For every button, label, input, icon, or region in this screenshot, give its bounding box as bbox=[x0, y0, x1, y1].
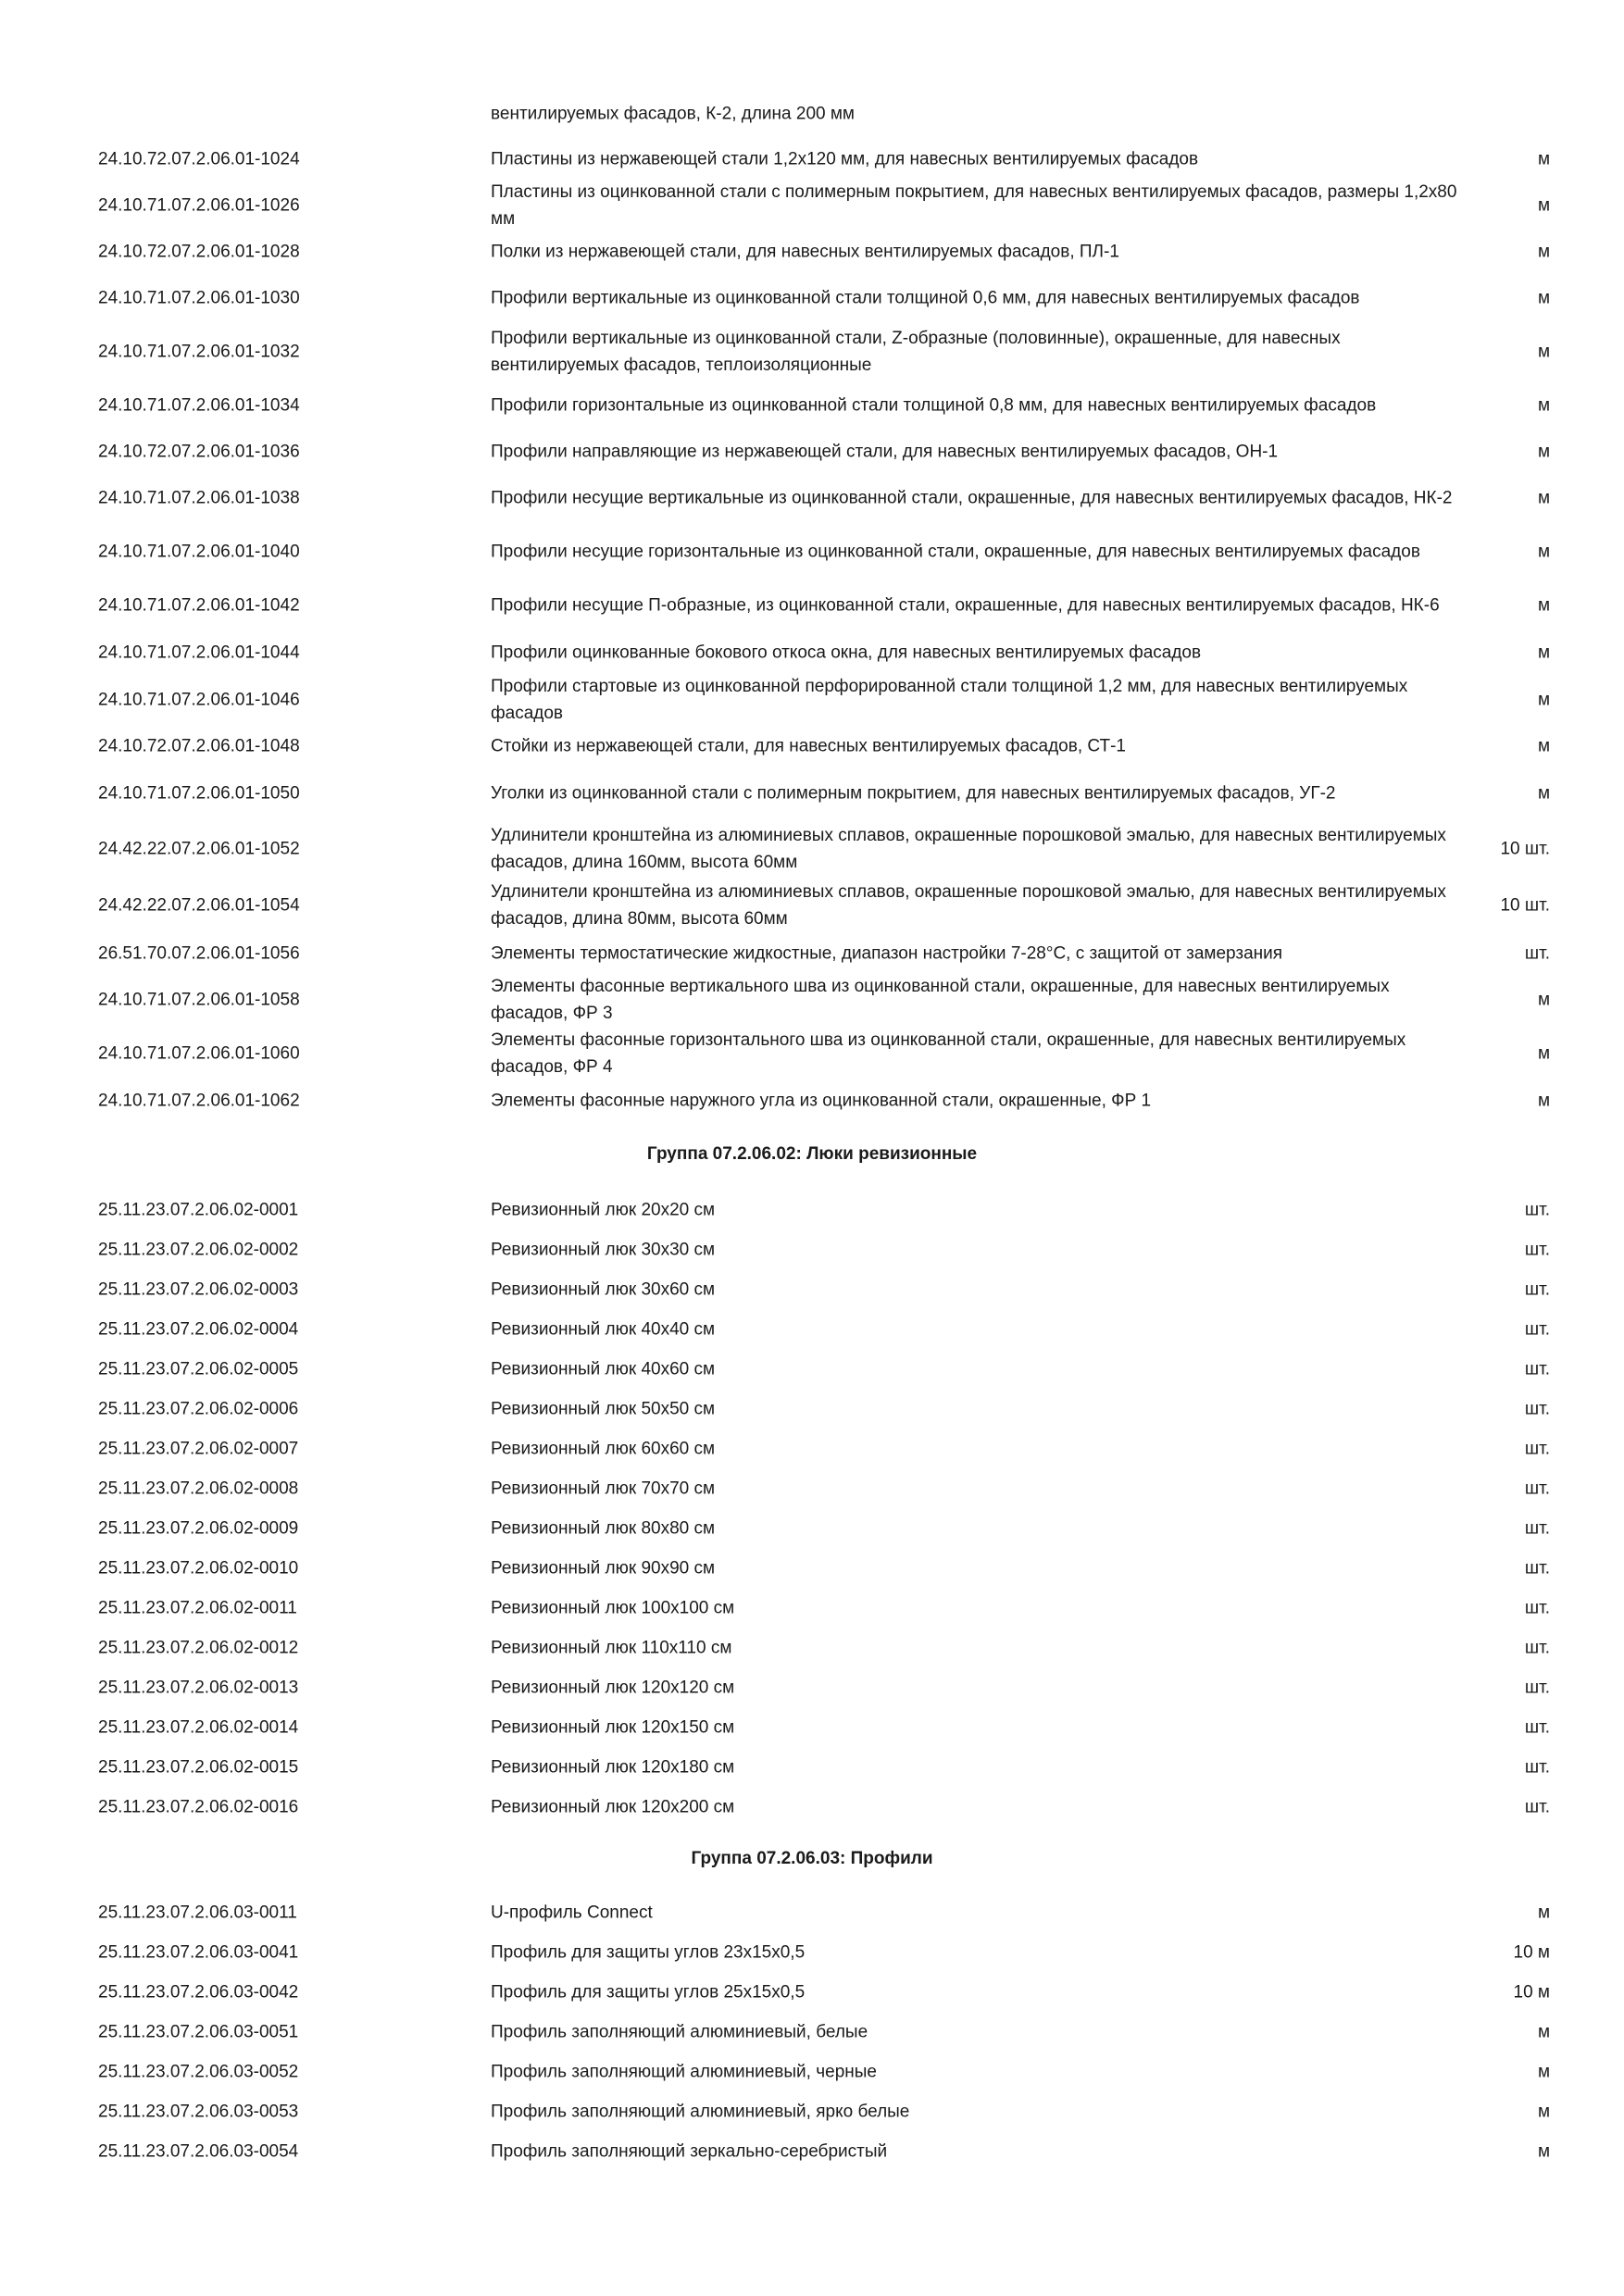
resource-code: 25.11.23.07.2.06.02-0005 bbox=[98, 1359, 299, 1379]
unit-of-measure: 10 м bbox=[1513, 1982, 1550, 2003]
unit-of-measure: 10 м bbox=[1513, 1942, 1550, 1963]
table-row bbox=[0, 1552, 1624, 1585]
table-row bbox=[0, 2095, 1624, 2128]
resource-name: Элементы термостатические жидкостные, диапазон настройки 7-28°С, с защитой от замерзания bbox=[491, 943, 1283, 964]
resource-name: Профили вертикальные из оцинкованной стали толщиной 0,6 мм, для навесных вентилируемых фасадов bbox=[491, 288, 1360, 308]
table-row bbox=[0, 235, 1624, 268]
resource-name: Профиль заполняющий зеркально-серебристый bbox=[491, 2141, 888, 2162]
unit-of-measure: шт. bbox=[1524, 1359, 1550, 1379]
resource-name: Ревизионный люк 70х70 см bbox=[491, 1479, 716, 1499]
table-row bbox=[0, 1233, 1624, 1267]
resource-code: 24.10.72.07.2.06.01-1024 bbox=[98, 149, 300, 169]
unit-of-measure: м bbox=[1537, 242, 1550, 262]
resource-code: 24.42.22.07.2.06.01-1054 bbox=[98, 895, 300, 916]
table-row bbox=[0, 973, 1624, 1027]
resource-name: Профили оцинкованные бокового откоса окна, для навесных вентилируемых фасадов bbox=[491, 643, 1202, 663]
table-row bbox=[0, 2015, 1624, 2049]
unit-of-measure: м bbox=[1537, 736, 1550, 756]
resource-code: 26.51.70.07.2.06.01-1056 bbox=[98, 943, 300, 964]
resource-name: Уголки из оцинкованной стали с полимерным покрытием, для навесных вентилируемых фасадов, УГ-2 bbox=[491, 783, 1336, 804]
table-row bbox=[0, 1353, 1624, 1386]
unit-of-measure: шт. bbox=[1524, 1757, 1550, 1778]
resource-code: 24.10.71.07.2.06.01-1062 bbox=[98, 1091, 300, 1111]
unit-of-measure: м bbox=[1537, 288, 1550, 308]
resource-code: 25.11.23.07.2.06.03-0042 bbox=[98, 1982, 299, 2003]
resource-name: Удлинители кронштейна из алюминиевых сплавов, окрашенные порошковой эмалью, для навесных вентилируемых фасадов, длина 80мм, высота 60мм bbox=[491, 882, 1446, 929]
resource-name: Профиль заполняющий алюминиевый, черные bbox=[491, 2062, 877, 2082]
unit-of-measure: шт. bbox=[1524, 1319, 1550, 1340]
table-row bbox=[0, 525, 1624, 579]
resource-name: Ревизионный люк 120х180 см bbox=[491, 1757, 735, 1778]
unit-of-measure: м bbox=[1537, 542, 1550, 562]
table-row bbox=[0, 730, 1624, 763]
resource-code: 24.10.71.07.2.06.01-1044 bbox=[98, 643, 300, 663]
table-row bbox=[0, 1472, 1624, 1505]
resource-code: 24.10.72.07.2.06.01-1028 bbox=[98, 242, 300, 262]
unit-of-measure: м bbox=[1537, 783, 1550, 804]
unit-of-measure: м bbox=[1537, 643, 1550, 663]
resource-code: 24.10.71.07.2.06.01-1034 bbox=[98, 395, 300, 416]
table-row bbox=[0, 1936, 1624, 1969]
table-row bbox=[0, 673, 1624, 727]
unit-of-measure: м bbox=[1537, 2062, 1550, 2082]
table-row bbox=[0, 777, 1624, 810]
table-row bbox=[0, 1591, 1624, 1625]
resource-name: Удлинители кронштейна из алюминиевых сплавов, окрашенные порошковой эмалью, для навесных вентилируемых фасадов, длина 160мм, высота 60мм bbox=[491, 826, 1446, 872]
unit-of-measure: м bbox=[1537, 2022, 1550, 2042]
table-row bbox=[0, 1392, 1624, 1426]
resource-code: 24.10.71.07.2.06.01-1046 bbox=[98, 690, 300, 710]
table-row bbox=[0, 1084, 1624, 1117]
resource-name: Элементы фасонные вертикального шва из оцинкованной стали, окрашенные, для навесных вентилируемых фасадов, ФР 3 bbox=[491, 977, 1390, 1023]
resource-name: Ревизионный люк 20х20 см bbox=[491, 1200, 716, 1220]
resource-name: U-профиль Connect bbox=[491, 1903, 653, 1923]
resource-code: 24.10.72.07.2.06.01-1036 bbox=[98, 442, 300, 462]
table-row bbox=[0, 143, 1624, 176]
unit-of-measure: м bbox=[1537, 595, 1550, 616]
unit-of-measure: шт. bbox=[1524, 1598, 1550, 1618]
table-row bbox=[0, 579, 1624, 632]
unit-of-measure: 10 шт. bbox=[1500, 895, 1550, 916]
resource-name: Ревизионный люк 100х100 см bbox=[491, 1598, 735, 1618]
unit-of-measure: м bbox=[1537, 2102, 1550, 2122]
resource-code: 25.11.23.07.2.06.02-0006 bbox=[98, 1399, 299, 1419]
resource-code: 25.11.23.07.2.06.02-0007 bbox=[98, 1439, 299, 1459]
table-row bbox=[0, 1751, 1624, 1784]
resource-code: 24.10.72.07.2.06.01-1048 bbox=[98, 736, 300, 756]
unit-of-measure: шт. bbox=[1524, 1479, 1550, 1499]
resource-name: Ревизионный люк 60х60 см bbox=[491, 1439, 716, 1459]
table-row bbox=[0, 1273, 1624, 1306]
table-row bbox=[0, 1631, 1624, 1665]
resource-name: Элементы фасонные горизонтального шва из оцинкованной стали, окрашенные, для навесных вентилируемых фасадов, ФР 4 bbox=[491, 1030, 1406, 1077]
resource-name: Полки из нержавеющей стали, для навесных вентилируемых фасадов, ПЛ-1 bbox=[491, 242, 1119, 262]
resource-name: Ревизионный люк 50х50 см bbox=[491, 1399, 716, 1419]
resource-name: Профили стартовые из оцинкованной перфорированной стали толщиной 1,2 мм, для навесных вентилируемых фасадов bbox=[491, 677, 1408, 723]
resource-name: Профиль заполняющий алюминиевый, белые bbox=[491, 2022, 868, 2042]
table-row bbox=[0, 1512, 1624, 1545]
unit-of-measure: м bbox=[1537, 1091, 1550, 1111]
unit-of-measure: 10 шт. bbox=[1500, 839, 1550, 859]
resource-code: 25.11.23.07.2.06.02-0009 bbox=[98, 1518, 299, 1539]
resource-code: 25.11.23.07.2.06.02-0012 bbox=[98, 1638, 299, 1658]
table-row bbox=[0, 636, 1624, 669]
resource-name: Ревизионный люк 30х30 см bbox=[491, 1240, 716, 1260]
unit-of-measure: шт. bbox=[1524, 1518, 1550, 1539]
resource-code: 24.10.71.07.2.06.01-1058 bbox=[98, 990, 300, 1010]
resource-code: 25.11.23.07.2.06.02-0015 bbox=[98, 1757, 299, 1778]
unit-of-measure: шт. bbox=[1524, 1240, 1550, 1260]
resource-code: 25.11.23.07.2.06.03-0011 bbox=[98, 1903, 297, 1923]
resource-code: 24.10.71.07.2.06.01-1050 bbox=[98, 783, 300, 804]
resource-code: 24.10.71.07.2.06.01-1038 bbox=[98, 488, 300, 508]
unit-of-measure: шт. bbox=[1524, 1439, 1550, 1459]
table-row bbox=[0, 1896, 1624, 1929]
table-row bbox=[0, 281, 1624, 315]
resource-code: 25.11.23.07.2.06.03-0054 bbox=[98, 2141, 299, 2162]
table-row bbox=[0, 1791, 1624, 1824]
resource-name: Профили горизонтальные из оцинкованной стали толщиной 0,8 мм, для навесных вентилируемых фасадов bbox=[491, 395, 1377, 416]
table-row bbox=[0, 325, 1624, 379]
resource-code: 24.10.71.07.2.06.01-1060 bbox=[98, 1043, 300, 1064]
resource-name: Профиль для защиты углов 25х15х0,5 bbox=[491, 1982, 806, 2003]
resource-code: 24.42.22.07.2.06.01-1052 bbox=[98, 839, 300, 859]
table-row bbox=[0, 879, 1624, 932]
resource-code: 24.10.71.07.2.06.01-1026 bbox=[98, 195, 300, 216]
table-row bbox=[0, 1027, 1624, 1080]
unit-of-measure: шт. bbox=[1524, 1558, 1550, 1578]
unit-of-measure: м bbox=[1537, 488, 1550, 508]
table-row bbox=[0, 2055, 1624, 2089]
continuation-text: вентилируемых фасадов, К-2, длина 200 мм bbox=[491, 104, 855, 124]
table-row bbox=[0, 471, 1624, 525]
table-row bbox=[0, 822, 1624, 876]
continuation-row bbox=[0, 97, 1624, 131]
resource-code: 24.10.71.07.2.06.01-1040 bbox=[98, 542, 300, 562]
resource-code: 25.11.23.07.2.06.02-0008 bbox=[98, 1479, 299, 1499]
resource-code: 24.10.71.07.2.06.01-1032 bbox=[98, 342, 300, 362]
resource-code: 24.10.71.07.2.06.01-1042 bbox=[98, 595, 300, 616]
resource-code: 25.11.23.07.2.06.03-0041 bbox=[98, 1942, 299, 1963]
resource-name: Ревизионный люк 120х150 см bbox=[491, 1717, 735, 1738]
unit-of-measure: м bbox=[1537, 395, 1550, 416]
resource-code: 25.11.23.07.2.06.02-0001 bbox=[98, 1200, 299, 1220]
resource-code: 25.11.23.07.2.06.02-0011 bbox=[98, 1598, 297, 1618]
resource-name: Ревизионный люк 90х90 см bbox=[491, 1558, 716, 1578]
table-row bbox=[0, 1671, 1624, 1704]
resource-name: Ревизионный люк 120х120 см bbox=[491, 1678, 735, 1698]
table-row bbox=[0, 179, 1624, 232]
unit-of-measure: м bbox=[1537, 1043, 1550, 1064]
resource-name: Элементы фасонные наружного угла из оцинкованной стали, окрашенные, ФР 1 bbox=[491, 1091, 1152, 1111]
table-row bbox=[0, 1976, 1624, 2009]
resource-name: Ревизионный люк 40х40 см bbox=[491, 1319, 716, 1340]
resource-name: Ревизионный люк 30х60 см bbox=[491, 1279, 716, 1300]
resource-name: Ревизионный люк 40х60 см bbox=[491, 1359, 716, 1379]
resource-code: 25.11.23.07.2.06.02-0014 bbox=[98, 1717, 299, 1738]
unit-of-measure: шт. bbox=[1524, 1279, 1550, 1300]
resource-name: Профили несущие П-образные, из оцинкованной стали, окрашенные, для навесных вентилируемых фасадов, НК-6 bbox=[491, 595, 1440, 616]
resource-code: 25.11.23.07.2.06.02-0003 bbox=[98, 1279, 299, 1300]
group-title-07-2-06-03: Группа 07.2.06.03: Профили bbox=[691, 1849, 933, 1868]
unit-of-measure: м bbox=[1537, 442, 1550, 462]
table-row bbox=[0, 1432, 1624, 1466]
resource-code: 25.11.23.07.2.06.02-0004 bbox=[98, 1319, 299, 1340]
unit-of-measure: шт. bbox=[1524, 1200, 1550, 1220]
unit-of-measure: шт. bbox=[1524, 1638, 1550, 1658]
table-row bbox=[0, 1313, 1624, 1346]
table-row bbox=[0, 2135, 1624, 2168]
unit-of-measure: шт. bbox=[1524, 1717, 1550, 1738]
table-row bbox=[0, 435, 1624, 468]
resource-code: 25.11.23.07.2.06.02-0002 bbox=[98, 1240, 299, 1260]
unit-of-measure: м bbox=[1537, 1903, 1550, 1923]
resource-code: 25.11.23.07.2.06.02-0010 bbox=[98, 1558, 299, 1578]
table-row bbox=[0, 1711, 1624, 1744]
resource-name: Стойки из нержавеющей стали, для навесных вентилируемых фасадов, СТ-1 bbox=[491, 736, 1126, 756]
resource-name: Профили несущие горизонтальные из оцинкованной стали, окрашенные, для навесных вентилируемых фасадов bbox=[491, 542, 1420, 562]
resource-code: 25.11.23.07.2.06.03-0051 bbox=[98, 2022, 299, 2042]
unit-of-measure: шт. bbox=[1524, 1797, 1550, 1817]
resource-code: 25.11.23.07.2.06.02-0016 bbox=[98, 1797, 299, 1817]
unit-of-measure: м bbox=[1537, 195, 1550, 216]
resource-name: Ревизионный люк 80х80 см bbox=[491, 1518, 716, 1539]
unit-of-measure: м bbox=[1537, 690, 1550, 710]
resource-code: 25.11.23.07.2.06.02-0013 bbox=[98, 1678, 299, 1698]
table-row bbox=[0, 937, 1624, 970]
group-title-07-2-06-02: Группа 07.2.06.02: Люки ревизионные bbox=[646, 1144, 978, 1164]
resource-name: Профили вертикальные из оцинкованной стали, Z-образные (половинные), окрашенные, для навесных вентилируемых фасадов, теплоизоляционные bbox=[491, 329, 1341, 375]
resource-name: Профиль для защиты углов 23х15х0,5 bbox=[491, 1942, 806, 1963]
resource-code: 24.10.71.07.2.06.01-1030 bbox=[98, 288, 300, 308]
unit-of-measure: шт. bbox=[1524, 1678, 1550, 1698]
resource-name: Ревизионный люк 120х200 см bbox=[491, 1797, 735, 1817]
unit-of-measure: м bbox=[1537, 2141, 1550, 2162]
resource-name: Пластины из нержавеющей стали 1,2х120 мм, для навесных вентилируемых фасадов bbox=[491, 149, 1199, 169]
table-row bbox=[0, 379, 1624, 432]
unit-of-measure: м bbox=[1537, 990, 1550, 1010]
unit-of-measure: м bbox=[1537, 149, 1550, 169]
table-row bbox=[0, 1193, 1624, 1227]
resource-code: 25.11.23.07.2.06.03-0052 bbox=[98, 2062, 299, 2082]
resource-name: Профили направляющие из нержавеющей стали, для навесных вентилируемых фасадов, ОН-1 bbox=[491, 442, 1279, 462]
resource-name: Пластины из оцинкованной стали с полимерным покрытием, для навесных вентилируемых фасадов, размеры 1,2х80 мм bbox=[491, 182, 1457, 229]
resource-name: Профили несущие вертикальные из оцинкованной стали, окрашенные, для навесных вентилируемых фасадов, НК-2 bbox=[491, 488, 1453, 508]
unit-of-measure: шт. bbox=[1524, 1399, 1550, 1419]
resource-name: Ревизионный люк 110х110 см bbox=[491, 1638, 732, 1658]
unit-of-measure: м bbox=[1537, 342, 1550, 362]
unit-of-measure: шт. bbox=[1524, 943, 1550, 964]
resource-name: Профиль заполняющий алюминиевый, ярко белые bbox=[491, 2102, 910, 2122]
resource-code: 25.11.23.07.2.06.03-0053 bbox=[98, 2102, 299, 2122]
